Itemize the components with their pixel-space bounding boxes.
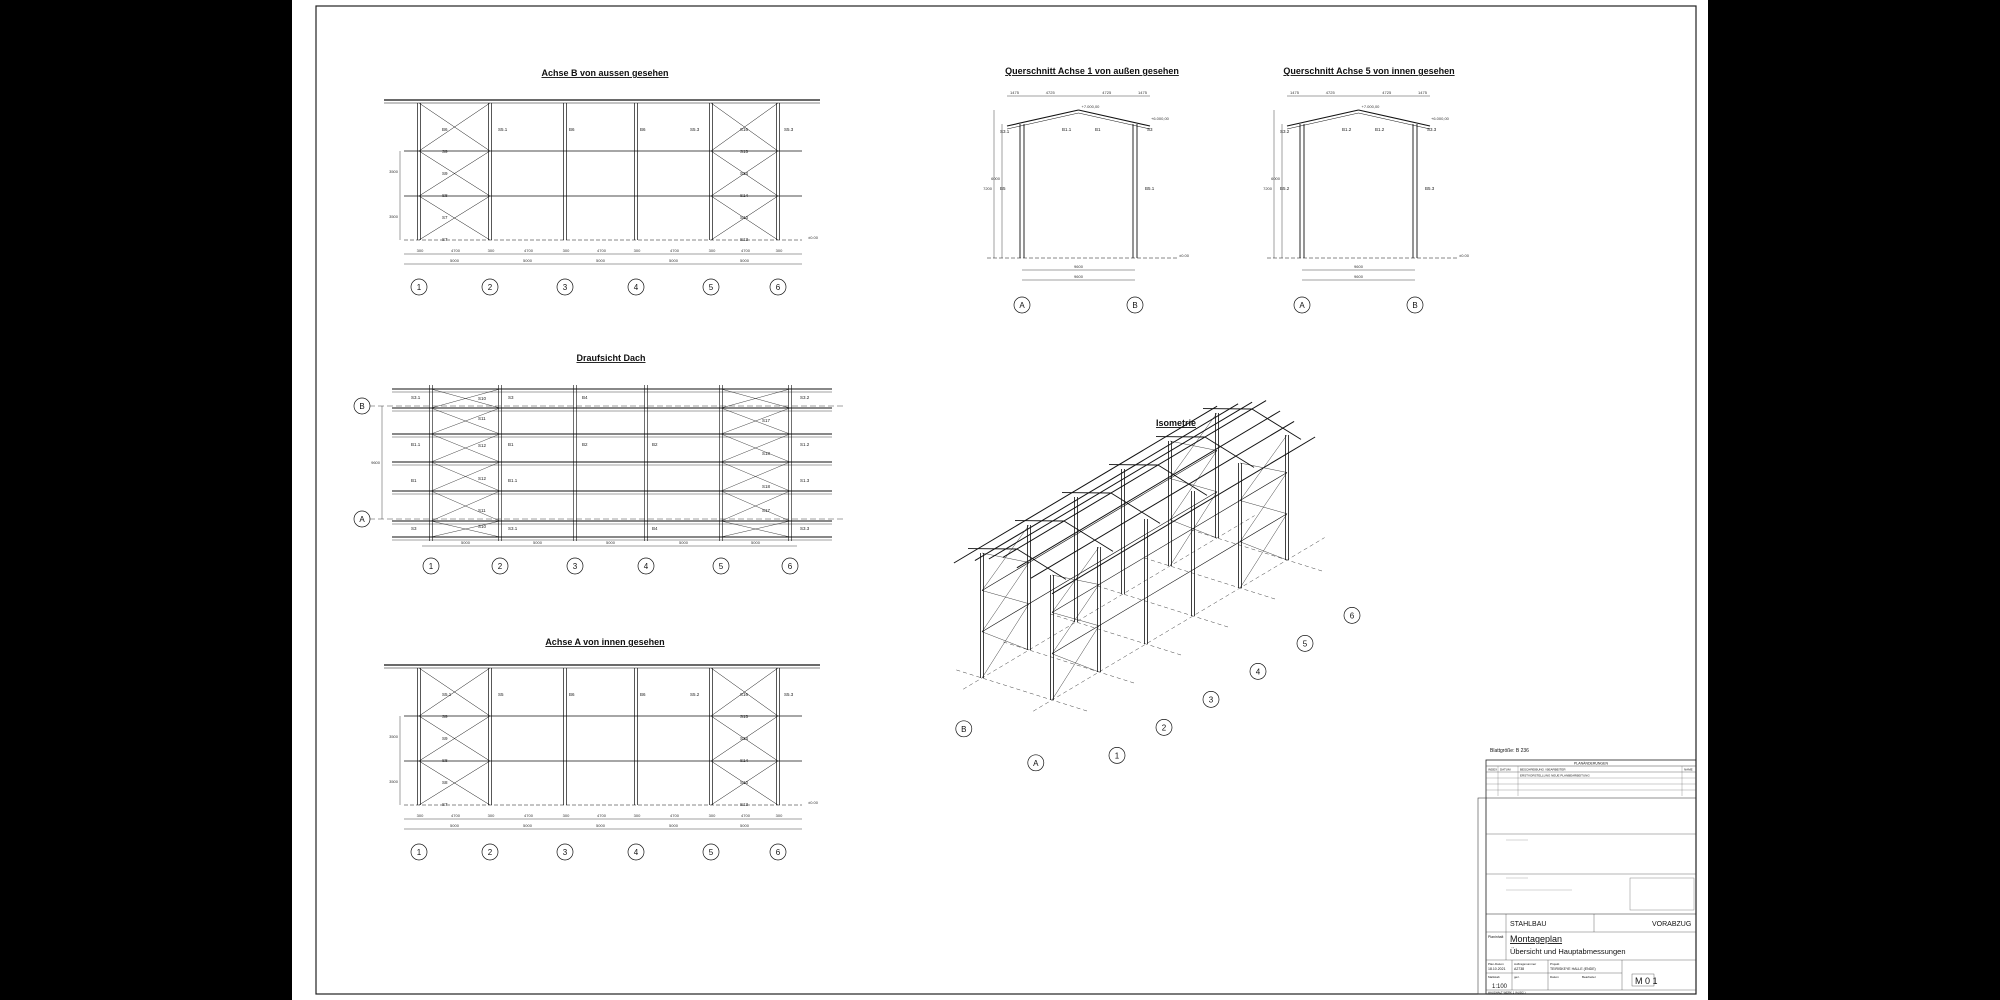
meta-label-date: Plan-Datum xyxy=(1488,962,1504,966)
iso-grid-line xyxy=(1189,529,1322,571)
member-label-right: S14 xyxy=(740,736,749,741)
dimension-text: 4700 xyxy=(597,813,606,818)
footer-note: HAUSHALT WERK 1 (AUSG.) xyxy=(1488,990,1526,995)
title-achse-b: Achse B von aussen gesehen xyxy=(541,68,669,78)
section-rafter xyxy=(1359,113,1431,129)
col-datum: DATUM xyxy=(1500,767,1511,772)
member-label-mid: S5.1 xyxy=(498,127,508,132)
level-label: +6.000,00 xyxy=(1151,116,1169,121)
iso-axis-marker-3: 3 xyxy=(1208,695,1214,705)
axis-marker-6: 6 xyxy=(775,283,781,292)
meta-project: TEIRISKEYE HALLE (ENDE) xyxy=(1550,967,1596,971)
dimension-text: 1475 xyxy=(1418,90,1427,95)
member-label-left: S9 xyxy=(442,149,448,154)
member-label-mid: S5.2 xyxy=(690,692,700,697)
dimension-text: 4725 xyxy=(1382,90,1392,95)
iso-bracing xyxy=(1240,542,1287,560)
member-label-mid: S5 xyxy=(498,692,504,697)
dimension-text: 300 xyxy=(416,248,424,253)
plan-label-mid: B2 xyxy=(652,442,658,447)
plan-label-mid: B1.1 xyxy=(508,478,518,483)
section-label: S3 xyxy=(1147,127,1153,132)
plan-label-cross-right: S18 xyxy=(762,484,771,489)
iso-axis-marker-5: 5 xyxy=(1302,639,1308,649)
axis-marker-4: 4 xyxy=(643,562,649,571)
member-label-left: S8 xyxy=(442,758,448,763)
dimension-text: 5000 xyxy=(523,258,532,263)
title-block xyxy=(1478,748,1696,995)
iso-bracing xyxy=(982,591,1029,604)
meta-label-scale: Maßstab xyxy=(1488,975,1500,979)
meta-label-project: Projekt xyxy=(1550,962,1560,966)
member-label-right: S13 xyxy=(740,802,749,807)
member-label-right: S16 xyxy=(740,127,749,132)
axis-marker-5: 5 xyxy=(708,848,714,857)
iso-axis-marker-B: B xyxy=(961,724,967,734)
member-label-mid: B6 xyxy=(569,127,575,132)
axis-marker-A: A xyxy=(1299,301,1305,310)
plan-label-cross: S11 xyxy=(478,508,486,513)
dimension-text: 4700 xyxy=(670,813,679,818)
section-label: B5.2 xyxy=(1280,186,1290,191)
iso-axis-marker-A: A xyxy=(1033,758,1039,768)
roof-plan xyxy=(354,385,844,574)
dimension-text: 4725 xyxy=(1102,90,1112,95)
dimension-text: 4700 xyxy=(524,813,533,818)
iso-grid-line xyxy=(954,669,1087,711)
section-label: B5 xyxy=(1000,186,1006,191)
iso-bracing xyxy=(1240,463,1287,473)
level-label: ±0.00 xyxy=(808,800,818,805)
iso-purlin xyxy=(954,406,1217,563)
dimension-text: 5000 xyxy=(679,540,688,545)
plan-status: VORABZUG xyxy=(1652,921,1692,928)
plan-label-cross-right: S17 xyxy=(762,418,771,423)
axis-marker-B: B xyxy=(359,402,365,411)
meta-label-editor: Bearbeiter xyxy=(1582,975,1596,979)
dimension-text: 3500 xyxy=(389,734,398,739)
dimension-text: 5000 xyxy=(533,540,542,545)
iso-girt xyxy=(1052,514,1287,654)
dimension-text: 300 xyxy=(708,813,716,818)
meta-order: A2738 xyxy=(1514,967,1525,971)
dimension-text: 4725 xyxy=(1045,90,1055,95)
iso-bracing xyxy=(1052,654,1099,672)
member-label-mid: S5.3 xyxy=(784,692,794,697)
iso-grid-line xyxy=(1048,613,1181,655)
level-label: +6.000,00 xyxy=(1431,116,1449,121)
cross-section-axis-5 xyxy=(1263,90,1470,313)
dimension-text: 6000 xyxy=(1271,176,1280,181)
plan-label-mid: S3 xyxy=(508,395,514,400)
member-label-right: S14 xyxy=(740,193,749,198)
level-label: +7.000,00 xyxy=(1081,104,1100,109)
axis-marker-2: 2 xyxy=(497,562,503,571)
axis-marker-A: A xyxy=(359,515,365,524)
member-label-right: S13 xyxy=(740,237,749,242)
title-isometrie: Isometrie xyxy=(1155,418,1197,428)
plan-label-right: S1.3 xyxy=(800,478,810,483)
dimension-text: 300 xyxy=(562,813,570,818)
change-row-1: ERSTVORSTELLUNG NEUE PLANBEARBEITUNG xyxy=(1520,773,1590,778)
axis-marker-5: 5 xyxy=(718,562,724,571)
axis-marker-4: 4 xyxy=(633,848,639,857)
member-label-left: S9 xyxy=(442,171,448,176)
level-label: +7.000,00 xyxy=(1361,104,1380,109)
plan-title: Montageplan xyxy=(1510,934,1563,944)
iso-bracing xyxy=(1240,501,1287,514)
plan-content-label: Planinhalt xyxy=(1488,935,1504,939)
dimension-text: 5000 xyxy=(450,258,459,263)
plan-label-right: S3.3 xyxy=(800,526,810,531)
dimension-text: 3500 xyxy=(389,779,398,784)
section-label: B1 xyxy=(1095,127,1101,132)
company-name: STAHLBAU xyxy=(1510,921,1547,928)
iso-bracing xyxy=(1170,441,1217,451)
plan-label-mid: B4 xyxy=(652,526,658,531)
iso-bracing xyxy=(1170,520,1217,538)
plan-label-cross: S10 xyxy=(478,524,487,529)
meta-label-order: Auftragsnummer xyxy=(1514,962,1537,966)
dimension-text: 5000 xyxy=(751,540,760,545)
member-label-left: S5.1 xyxy=(442,692,452,697)
iso-grid-line xyxy=(1033,538,1324,712)
dimension-text: 5000 xyxy=(669,823,678,828)
section-rafter xyxy=(1287,110,1359,126)
dimension-text: 5000 xyxy=(740,823,749,828)
plan-number: M 0 1 xyxy=(1635,976,1658,986)
dimension-text: 4700 xyxy=(741,248,750,253)
dimension-text: 300 xyxy=(487,248,495,253)
dimension-text: 5000 xyxy=(669,258,678,263)
dimension-text: 9600 xyxy=(371,460,380,465)
iso-purlin xyxy=(1052,437,1315,594)
member-label-left: S7 xyxy=(442,802,448,807)
sheet-size-note: Blattgröße: B 236 xyxy=(1490,748,1529,754)
member-label-mid: S5.3 xyxy=(784,127,794,132)
iso-bracing xyxy=(1170,479,1217,492)
dimension-text: 300 xyxy=(708,248,716,253)
axis-marker-3: 3 xyxy=(562,848,568,857)
dimension-text: 9600 xyxy=(1074,264,1083,269)
member-label-right: S15 xyxy=(740,149,749,154)
dimension-text: 5000 xyxy=(523,823,532,828)
member-label-left: S7 xyxy=(442,215,448,220)
iso-bracing xyxy=(1052,575,1099,585)
axis-marker-5: 5 xyxy=(708,283,714,292)
dimension-text: 5000 xyxy=(596,258,605,263)
axis-marker-1: 1 xyxy=(416,848,422,857)
dimension-text: 300 xyxy=(775,813,783,818)
member-label-mid: S5.3 xyxy=(690,127,700,132)
member-label-right: S13 xyxy=(740,215,749,220)
member-label-left: B6 xyxy=(442,127,448,132)
axis-marker-B: B xyxy=(1132,301,1138,310)
level-label: ±0.00 xyxy=(1459,253,1469,258)
axis-marker-1: 1 xyxy=(416,283,422,292)
member-label-left: S9 xyxy=(442,714,448,719)
iso-purlin xyxy=(989,402,1252,559)
plan-label-cross-right: S17 xyxy=(762,508,771,513)
title-querschnitt-5: Querschnitt Achse 5 von innen gesehen xyxy=(1283,66,1455,76)
dimension-text: 4700 xyxy=(524,248,533,253)
dimension-text: 5000 xyxy=(596,823,605,828)
section-label: B1.2 xyxy=(1375,127,1385,132)
iso-axis-marker-4: 4 xyxy=(1255,667,1261,677)
member-label-right: S14 xyxy=(740,171,749,176)
plan-changes-header: PLANÄNDERUNGEN xyxy=(1573,761,1609,766)
section-rafter xyxy=(1079,113,1151,129)
iso-purlin xyxy=(975,404,1238,561)
meta-label-drawn: gez. xyxy=(1514,975,1520,979)
plan-label-left: B1 xyxy=(411,478,417,483)
member-label-left: S9 xyxy=(442,736,448,741)
member-label-right: S14 xyxy=(740,758,749,763)
elevation-axis-a xyxy=(384,665,820,860)
col-beschreibung: BESCHREIBUNG / BEARBEITER xyxy=(1520,767,1566,772)
section-label: S3.2 xyxy=(1280,129,1290,134)
meta-date: 18.10.2021 xyxy=(1488,967,1506,971)
level-label: ±0.00 xyxy=(1179,253,1189,258)
section-label: B5.3 xyxy=(1425,186,1435,191)
dimension-text: 300 xyxy=(633,248,641,253)
axis-marker-6: 6 xyxy=(775,848,781,857)
section-label: B1.1 xyxy=(1062,127,1072,132)
member-label-mid: B6 xyxy=(640,692,646,697)
plan-label-mid: B1 xyxy=(508,442,514,447)
elevation-axis-b xyxy=(384,100,820,295)
dimension-text: 3500 xyxy=(389,214,398,219)
dimension-text: 9600 xyxy=(1354,264,1363,269)
dimension-text: 300 xyxy=(775,248,783,253)
dimension-text: 6000 xyxy=(991,176,1000,181)
drawing-sheet xyxy=(292,0,1708,1000)
section-rafter xyxy=(1007,110,1079,126)
iso-bracing xyxy=(1052,613,1099,626)
title-draufsicht: Draufsicht Dach xyxy=(576,353,646,363)
dimension-text: 5000 xyxy=(606,540,615,545)
dimension-text: 7200 xyxy=(1263,186,1272,191)
section-label: S3.1 xyxy=(1000,129,1010,134)
member-label-left: S8 xyxy=(442,780,448,785)
dimension-text: 1475 xyxy=(1290,90,1299,95)
iso-girt xyxy=(982,492,1217,632)
dimension-text: 300 xyxy=(633,813,641,818)
axis-marker-6: 6 xyxy=(787,562,793,571)
sheet-frame xyxy=(316,6,1696,994)
iso-bracing xyxy=(982,632,1029,650)
plan-label-right: S3.2 xyxy=(800,395,810,400)
plan-label-cross: S10 xyxy=(478,396,487,401)
dimension-text: 4700 xyxy=(597,248,606,253)
plan-label-cross: S12 xyxy=(478,443,487,448)
dimension-text: 5000 xyxy=(461,540,470,545)
iso-axis-marker-6: 6 xyxy=(1349,611,1355,621)
plan-label-mid: B4 xyxy=(582,395,588,400)
plan-label-cross-right: S18 xyxy=(762,451,771,456)
iso-purlin xyxy=(1003,401,1266,558)
axis-marker-3: 3 xyxy=(562,283,568,292)
dimension-text: 1475 xyxy=(1010,90,1019,95)
dimension-text: 1475 xyxy=(1138,90,1147,95)
member-label-left: S7 xyxy=(442,237,448,242)
iso-axis-marker-2: 2 xyxy=(1161,723,1167,733)
axis-marker-3: 3 xyxy=(572,562,578,571)
dimension-text: 300 xyxy=(562,248,570,253)
isometric-view xyxy=(954,401,1360,771)
meta-label-datum: Datum xyxy=(1550,975,1559,979)
dimension-text: 4700 xyxy=(451,813,460,818)
dimension-text: 300 xyxy=(416,813,424,818)
dimension-text: 9600 xyxy=(1354,274,1363,279)
col-index: INDEX xyxy=(1488,767,1498,772)
iso-grid-line xyxy=(1001,641,1134,683)
dimension-text: 4700 xyxy=(670,248,679,253)
iso-bracing xyxy=(982,553,1029,563)
plan-label-left: B1.1 xyxy=(411,442,421,447)
section-label: B5.1 xyxy=(1145,186,1155,191)
iso-grid-line xyxy=(1142,557,1275,599)
level-label: ±0.00 xyxy=(808,235,818,240)
plan-label-left: S3 xyxy=(411,526,417,531)
cross-section-axis-1 xyxy=(983,90,1190,313)
dimension-text: 5000 xyxy=(450,823,459,828)
dimension-text: 5000 xyxy=(740,258,749,263)
dimension-text: 4725 xyxy=(1325,90,1335,95)
iso-purlin xyxy=(1017,411,1280,568)
axis-marker-4: 4 xyxy=(633,283,639,292)
section-rafter xyxy=(1079,110,1151,126)
axis-marker-1: 1 xyxy=(428,562,434,571)
plan-label-cross: S11 xyxy=(478,416,486,421)
dimension-text: 300 xyxy=(487,813,495,818)
iso-axis-marker-1: 1 xyxy=(1114,751,1120,761)
axis-marker-A: A xyxy=(1019,301,1025,310)
drawing-canvas xyxy=(292,0,1708,1000)
iso-purlin xyxy=(1031,421,1294,578)
plan-label-left: S3.1 xyxy=(411,395,421,400)
plan-subtitle: Übersicht und Hauptabmessungen xyxy=(1510,947,1626,956)
dimension-text: 3500 xyxy=(389,169,398,174)
axis-marker-2: 2 xyxy=(487,848,493,857)
member-label-mid: B6 xyxy=(640,127,646,132)
col-name: NAME xyxy=(1684,767,1693,772)
plan-label-right: S1.2 xyxy=(800,442,810,447)
dimension-text: 4700 xyxy=(741,813,750,818)
plan-label-cross: S12 xyxy=(478,476,487,481)
member-label-left: S8 xyxy=(442,193,448,198)
axis-marker-B: B xyxy=(1412,301,1418,310)
dimension-text: 7200 xyxy=(983,186,992,191)
member-label-right: S15 xyxy=(740,714,749,719)
member-label-mid: B6 xyxy=(569,692,575,697)
section-label: B1.2 xyxy=(1342,127,1352,132)
section-label: S3.3 xyxy=(1427,127,1437,132)
iso-grid-line xyxy=(1095,585,1228,627)
plan-label-mid: S3.1 xyxy=(508,526,518,531)
title-achse-a: Achse A von innen gesehen xyxy=(545,637,665,647)
dimension-text: 4700 xyxy=(451,248,460,253)
member-label-right: S13 xyxy=(740,780,749,785)
section-rafter xyxy=(1359,110,1431,126)
title-querschnitt-1: Querschnitt Achse 1 von außen gesehen xyxy=(1005,66,1179,76)
axis-marker-2: 2 xyxy=(487,283,493,292)
plan-label-mid: B2 xyxy=(582,442,588,447)
scale-value: 1:100 xyxy=(1492,984,1508,990)
dimension-text: 9600 xyxy=(1074,274,1083,279)
member-label-right: S16 xyxy=(740,692,749,697)
